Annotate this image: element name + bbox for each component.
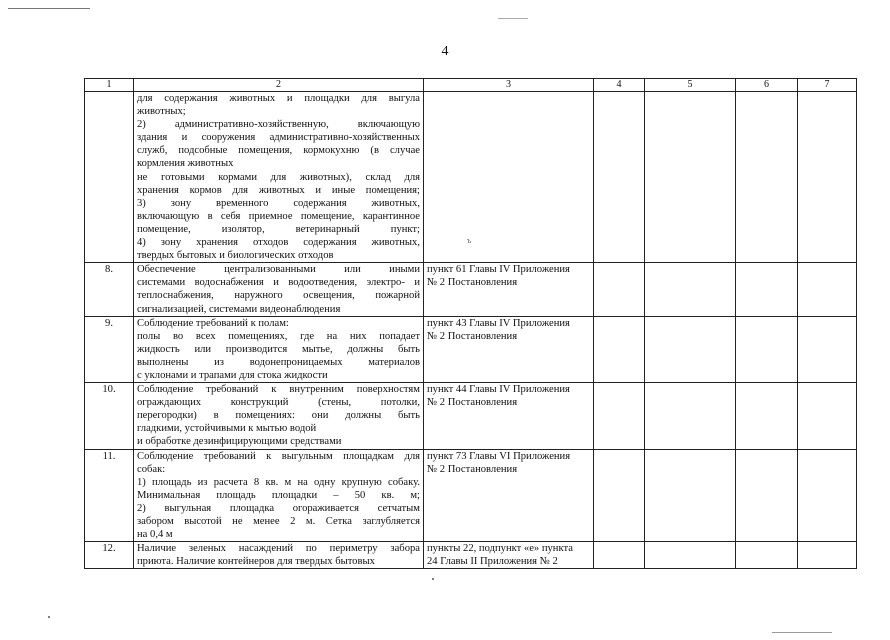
requirement-line: помещение, изолятор, ветеринарный пункт; [137, 223, 420, 235]
requirement-line: животных; [137, 106, 186, 118]
requirement-cell [134, 92, 424, 263]
empty-cell [798, 92, 857, 263]
stray-mark: ъ [467, 236, 472, 245]
empty-cell [645, 263, 736, 316]
requirement-cell [134, 383, 424, 449]
legal-reference-line: пункт 73 Главы VI Приложения [427, 450, 571, 462]
row-number: 12. [85, 542, 134, 569]
requirement-line: забором высотой не менее 2 м. Сетка заглубляется [137, 516, 420, 527]
legal-reference-line: пункт 44 Главы IV Приложения [427, 384, 570, 396]
empty-cell [798, 316, 857, 382]
table-row [85, 263, 857, 316]
empty-cell [594, 383, 645, 449]
requirement-line: Обеспечение централизованными или иными [137, 264, 420, 276]
legal-reference-cell [424, 316, 594, 382]
empty-cell [736, 449, 798, 542]
empty-cell [798, 263, 857, 316]
legal-reference-cell [424, 383, 594, 449]
column-header: 1 [85, 79, 134, 92]
requirements-table [84, 78, 857, 569]
legal-reference-line: № 2 Постановления [427, 463, 518, 475]
requirement-line: сигнализацией, системами видеонаблюдения [137, 303, 341, 315]
column-header: 5 [645, 79, 736, 92]
requirement-line: служб, подсобные помещения, кормокухню (в случае [137, 145, 420, 157]
scan-line-bottom-right [772, 632, 832, 633]
column-header: 3 [424, 79, 594, 92]
empty-cell [594, 316, 645, 382]
requirement-line: включающую в себя приемное помещение, карантинное [137, 210, 420, 222]
row-number [85, 92, 134, 263]
empty-cell [798, 449, 857, 542]
requirement-line: жидкость или производится мытье, должны быть [137, 343, 420, 355]
column-header: 2 [134, 79, 424, 92]
empty-cell [736, 92, 798, 263]
requirement-line: и обработке дезинфицирующими средствами [137, 436, 342, 448]
table-row [85, 542, 857, 569]
legal-reference-cell [424, 542, 594, 569]
requirement-line: Соблюдение требований к внутренним поверхностям [137, 384, 420, 396]
row-number: 8. [85, 263, 134, 316]
legal-reference-line: пункты 22, подпункт «е» пункта [427, 543, 573, 555]
legal-reference-cell [424, 263, 594, 316]
legal-reference-line: пункт 43 Главы IV Приложения [427, 317, 570, 329]
column-header: 6 [736, 79, 798, 92]
legal-reference-line: № 2 Постановления [427, 277, 518, 289]
row-number: 11. [85, 449, 134, 542]
requirement-line: выполнены из водонепроницаемых материалов [137, 356, 420, 368]
scan-line-top-right [498, 18, 528, 19]
empty-cell [736, 542, 798, 569]
empty-cell [645, 542, 736, 569]
requirement-cell [134, 263, 424, 316]
legal-reference-line: пункт 61 Главы IV Приложения [427, 264, 570, 276]
table-row [85, 449, 857, 542]
requirement-line: Соблюдение требований к полам: [137, 317, 289, 329]
requirement-line: 4) зону хранения отходов содержания животных, [137, 237, 420, 249]
requirement-line: 3) зону временного содержания животных, [137, 197, 420, 209]
legal-reference-line: № 2 Постановления [427, 397, 518, 409]
empty-cell [645, 92, 736, 263]
requirement-line: твердых бытовых и биологических отходов [137, 250, 334, 262]
empty-cell [594, 92, 645, 263]
legal-reference-line: № 2 Постановления [427, 330, 518, 342]
scan-dot [432, 578, 434, 580]
empty-cell [645, 449, 736, 542]
empty-cell [594, 263, 645, 316]
requirement-line: на 0,4 м [137, 529, 173, 541]
empty-cell [736, 316, 798, 382]
page-number: 4 [441, 44, 449, 59]
scan-line-top-left [8, 8, 90, 9]
empty-cell [645, 316, 736, 382]
empty-cell [594, 449, 645, 542]
requirement-cell [134, 449, 424, 542]
row-number: 10. [85, 383, 134, 449]
requirement-line: полы во всех помещениях, где на них попадает [137, 330, 420, 342]
scan-dot [48, 616, 50, 618]
requirement-cell [134, 316, 424, 382]
table-row [85, 316, 857, 382]
requirement-line: с уклонами и трапами для стока жидкости [137, 369, 328, 381]
requirement-line: ограждающих конструкций (стены, потолки, [137, 397, 420, 409]
requirement-line: системами водоснабжения и водоотведения, электро- и [137, 277, 420, 289]
requirement-line: Соблюдение требований к выгульным площадкам для [137, 450, 420, 462]
empty-cell [736, 383, 798, 449]
requirement-line: хранения кормов для животных и иные помещения; [137, 184, 420, 196]
empty-cell [645, 383, 736, 449]
requirement-line: для содержания животных и площадки для выгула [137, 93, 420, 104]
row-number: 9. [85, 316, 134, 382]
table-row [85, 383, 857, 449]
empty-cell [798, 383, 857, 449]
requirement-line: Наличие зеленых насаждений по периметру забора [137, 543, 420, 555]
legal-reference-cell [424, 449, 594, 542]
empty-cell [736, 263, 798, 316]
requirement-line: Минимальная площадь площадки – 50 кв. м; [137, 489, 420, 501]
requirement-line: перегородки) в помещениях: они должны быть [137, 410, 420, 422]
table-header-row [85, 79, 857, 92]
requirement-line: гладкими, устойчивыми к мытью водой [137, 423, 317, 435]
requirement-line: приюта. Наличие контейнеров для твердых бытовых [137, 556, 375, 568]
empty-cell [594, 542, 645, 569]
requirement-line: 2) административно-хозяйственную, включающую [137, 119, 420, 131]
requirement-line: 1) площадь из расчета 8 кв. м на одну крупную собаку. [137, 476, 420, 488]
empty-cell [798, 542, 857, 569]
requirement-line: собак: [137, 463, 166, 475]
column-header: 4 [594, 79, 645, 92]
legal-reference-line: 24 Главы II Приложения № 2 [427, 556, 558, 568]
requirement-line: 2) выгульная площадка огораживается сетчатым [137, 502, 420, 514]
requirement-cell [134, 542, 424, 569]
legal-reference-cell [424, 92, 594, 263]
requirement-line: здания и сооружения административно-хозяйственных [137, 132, 420, 144]
requirement-line: не готовыми кормами для животных), склад для [137, 171, 420, 183]
column-header: 7 [798, 79, 857, 92]
requirement-line: кормления животных [137, 158, 234, 170]
requirement-line: теплоснабжения, наружного освещения, пожарной [137, 290, 420, 302]
